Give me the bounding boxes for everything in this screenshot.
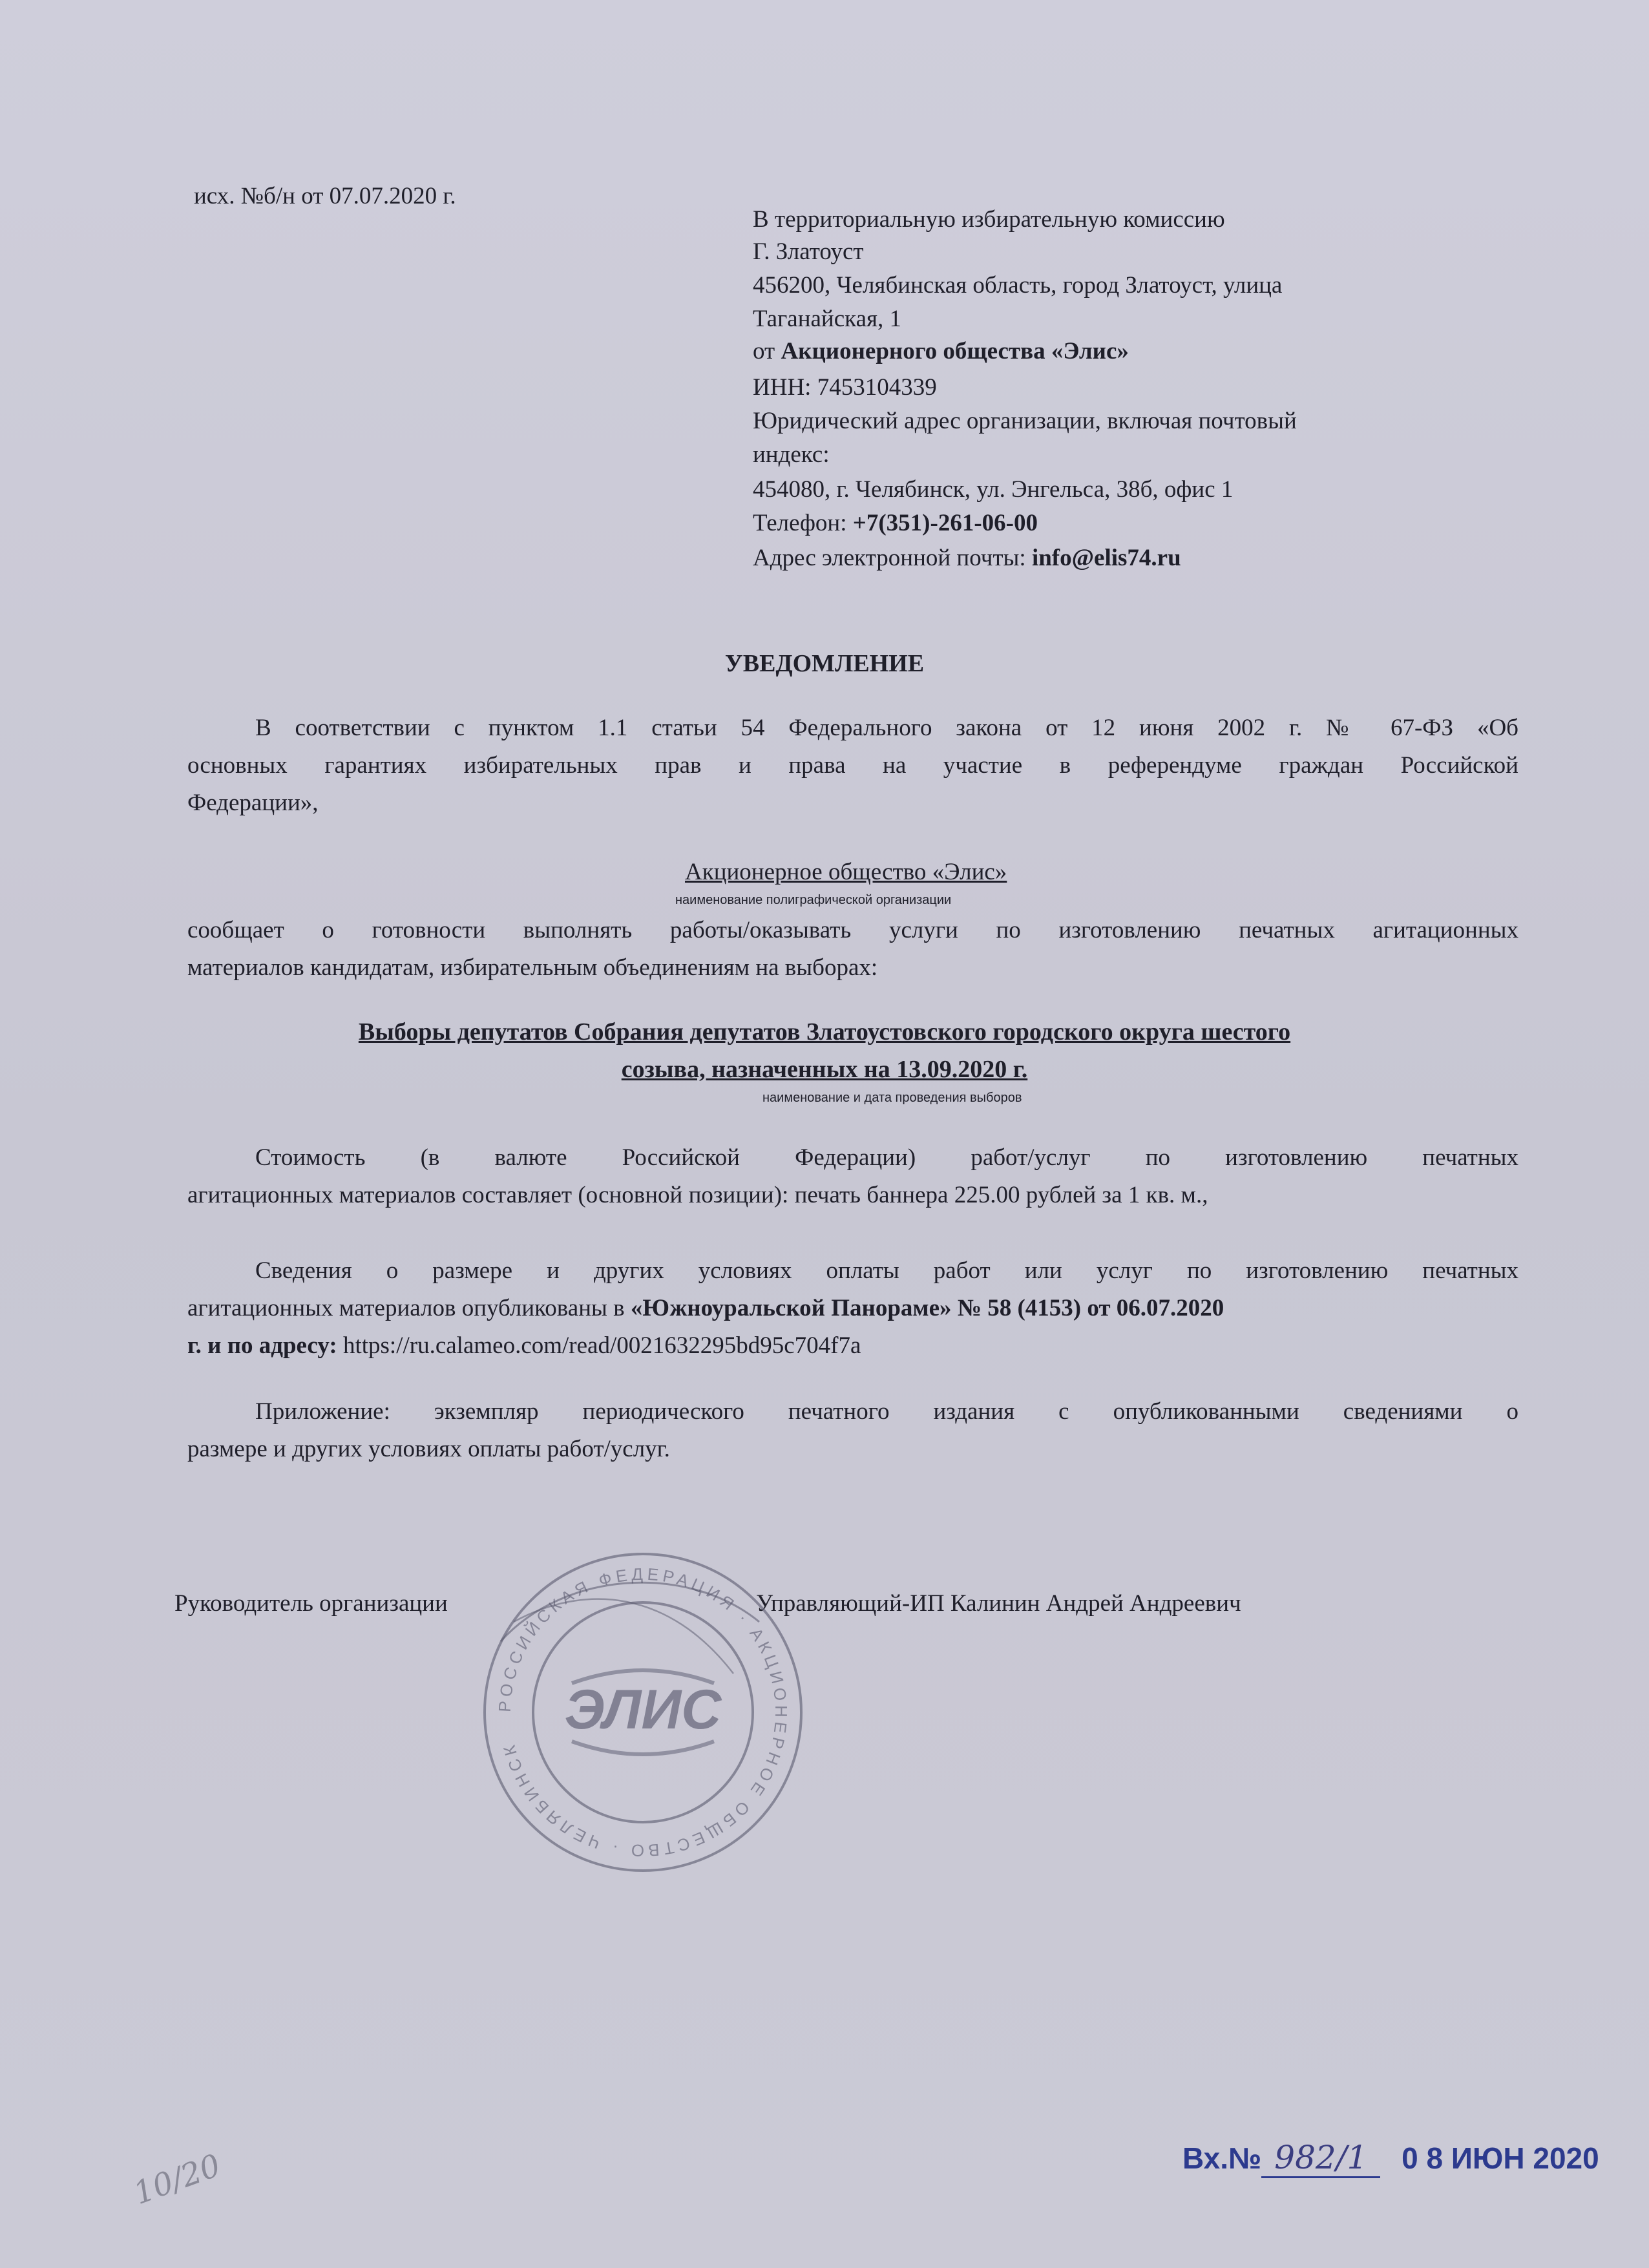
publication-name: «Южноуральской Панораме» № 58 (4153) от 06.07.2020 — [630, 1295, 1224, 1321]
paragraph-line: агитационных материалов составляет (основной позиции): печать баннера 225.00 рублей за 1 кв. м., — [187, 1182, 1208, 1208]
company-seal — [475, 1544, 811, 1880]
addressee-line: В территориальную избирательную комиссию — [753, 206, 1225, 233]
incoming-date: 0 8 ИЮН 2020 — [1402, 2141, 1599, 2175]
seal-logo: ЭЛИС — [564, 1679, 722, 1741]
addressee-line: Таганайская, 1 — [753, 306, 902, 332]
printing-organization-name: Акционерное общество «Элис» — [685, 859, 1007, 885]
phone-label: Телефон: — [753, 510, 853, 536]
sender-prefix: от — [753, 338, 781, 364]
paragraph-line: Федерации», — [187, 790, 319, 816]
signature-name: Управляющий-ИП Калинин Андрей Андреевич — [756, 1590, 1241, 1617]
paragraph-line: Стоимость (в валюте Российской Федерации) работ/услуг по изготовлению печатных — [255, 1144, 1518, 1171]
publication-url-label: г. и по адресу: — [187, 1332, 343, 1359]
inn: ИНН: 7453104339 — [753, 374, 937, 401]
paragraph-line — [187, 1332, 861, 1360]
phone-line — [753, 509, 1038, 538]
paragraph-line — [187, 1294, 1224, 1323]
election-name: Выборы депутатов Собрания депутатов Златоустовского городского округа шестого — [358, 1018, 1291, 1045]
paragraph-line: Сведения о размере и других условиях оплаты работ или услуг по изготовлению печатных — [255, 1257, 1518, 1284]
seal-ring-text: РОССИЙСКАЯ ФЕДЕРАЦИЯ · АКЦИОНЕРНОЕ ОБЩЕСТВО · ЧЕЛЯБИНСК — [494, 1564, 792, 1861]
email-label: Адрес электронной почты: — [753, 545, 1032, 571]
addressee-line: 456200, Челябинская область, город Златоуст, улица — [753, 272, 1283, 299]
paragraph-line: основных гарантиях избирательных прав и права на участие в референдуме граждан Российской — [187, 752, 1518, 779]
phone-number: +7(351)-261-06-00 — [852, 510, 1038, 536]
margin-handwritten-note: 10/20 — [129, 2147, 226, 2212]
legal-address-label: Юридический адрес организации, включая почтовый — [753, 408, 1297, 434]
incoming-label: Вх.№ — [1182, 2141, 1262, 2175]
sender-organization: Акционерного общества «Элис» — [781, 338, 1129, 364]
outgoing-reference: исх. №б/н от 07.07.2020 г. — [194, 183, 456, 209]
publication-url: https://ru.calameo.com/read/0021632295bd95c704f7a — [342, 1332, 861, 1359]
signature-role: Руководитель организации — [174, 1590, 448, 1617]
paragraph-line: размере и других условиях оплаты работ/услуг. — [187, 1436, 670, 1462]
paragraph-line: В соответствии с пунктом 1.1 статьи 54 Федерального закона от 12 июня 2002 г. № 67-ФЗ «Об — [255, 715, 1518, 741]
incoming-number: 982/1 — [1261, 2139, 1380, 2178]
paragraph-line: сообщает о готовности выполнять работы/оказывать услуги по изготовлению печатных агитационных — [187, 917, 1518, 943]
email-line — [753, 544, 1181, 572]
paragraph-line: материалов кандидатам, избирательным объединениям на выборах: — [187, 954, 878, 981]
addressee-line: Г. Златоуст — [753, 238, 864, 265]
document-title: УВЕДОМЛЕНИЕ — [724, 650, 925, 677]
legal-address-label: индекс: — [753, 441, 830, 468]
legal-address: 454080, г. Челябинск, ул. Энгельса, 38б, офис 1 — [753, 476, 1234, 503]
incoming-registration-stamp — [1182, 2139, 1599, 2176]
sender-line — [753, 337, 1129, 366]
email-address: info@elis74.ru — [1031, 545, 1181, 571]
election-date: созыва, назначенных на 13.09.2020 г. — [621, 1056, 1028, 1083]
paragraph-line: Приложение: экземпляр периодического печатного издания с опубликованными сведениями о — [255, 1398, 1518, 1425]
election-caption: наименование и дата проведения выборов — [762, 1091, 1022, 1105]
printing-organization-caption: наименование полиграфической организации — [675, 893, 952, 907]
publication-intro: агитационных материалов опубликованы в — [187, 1295, 631, 1321]
